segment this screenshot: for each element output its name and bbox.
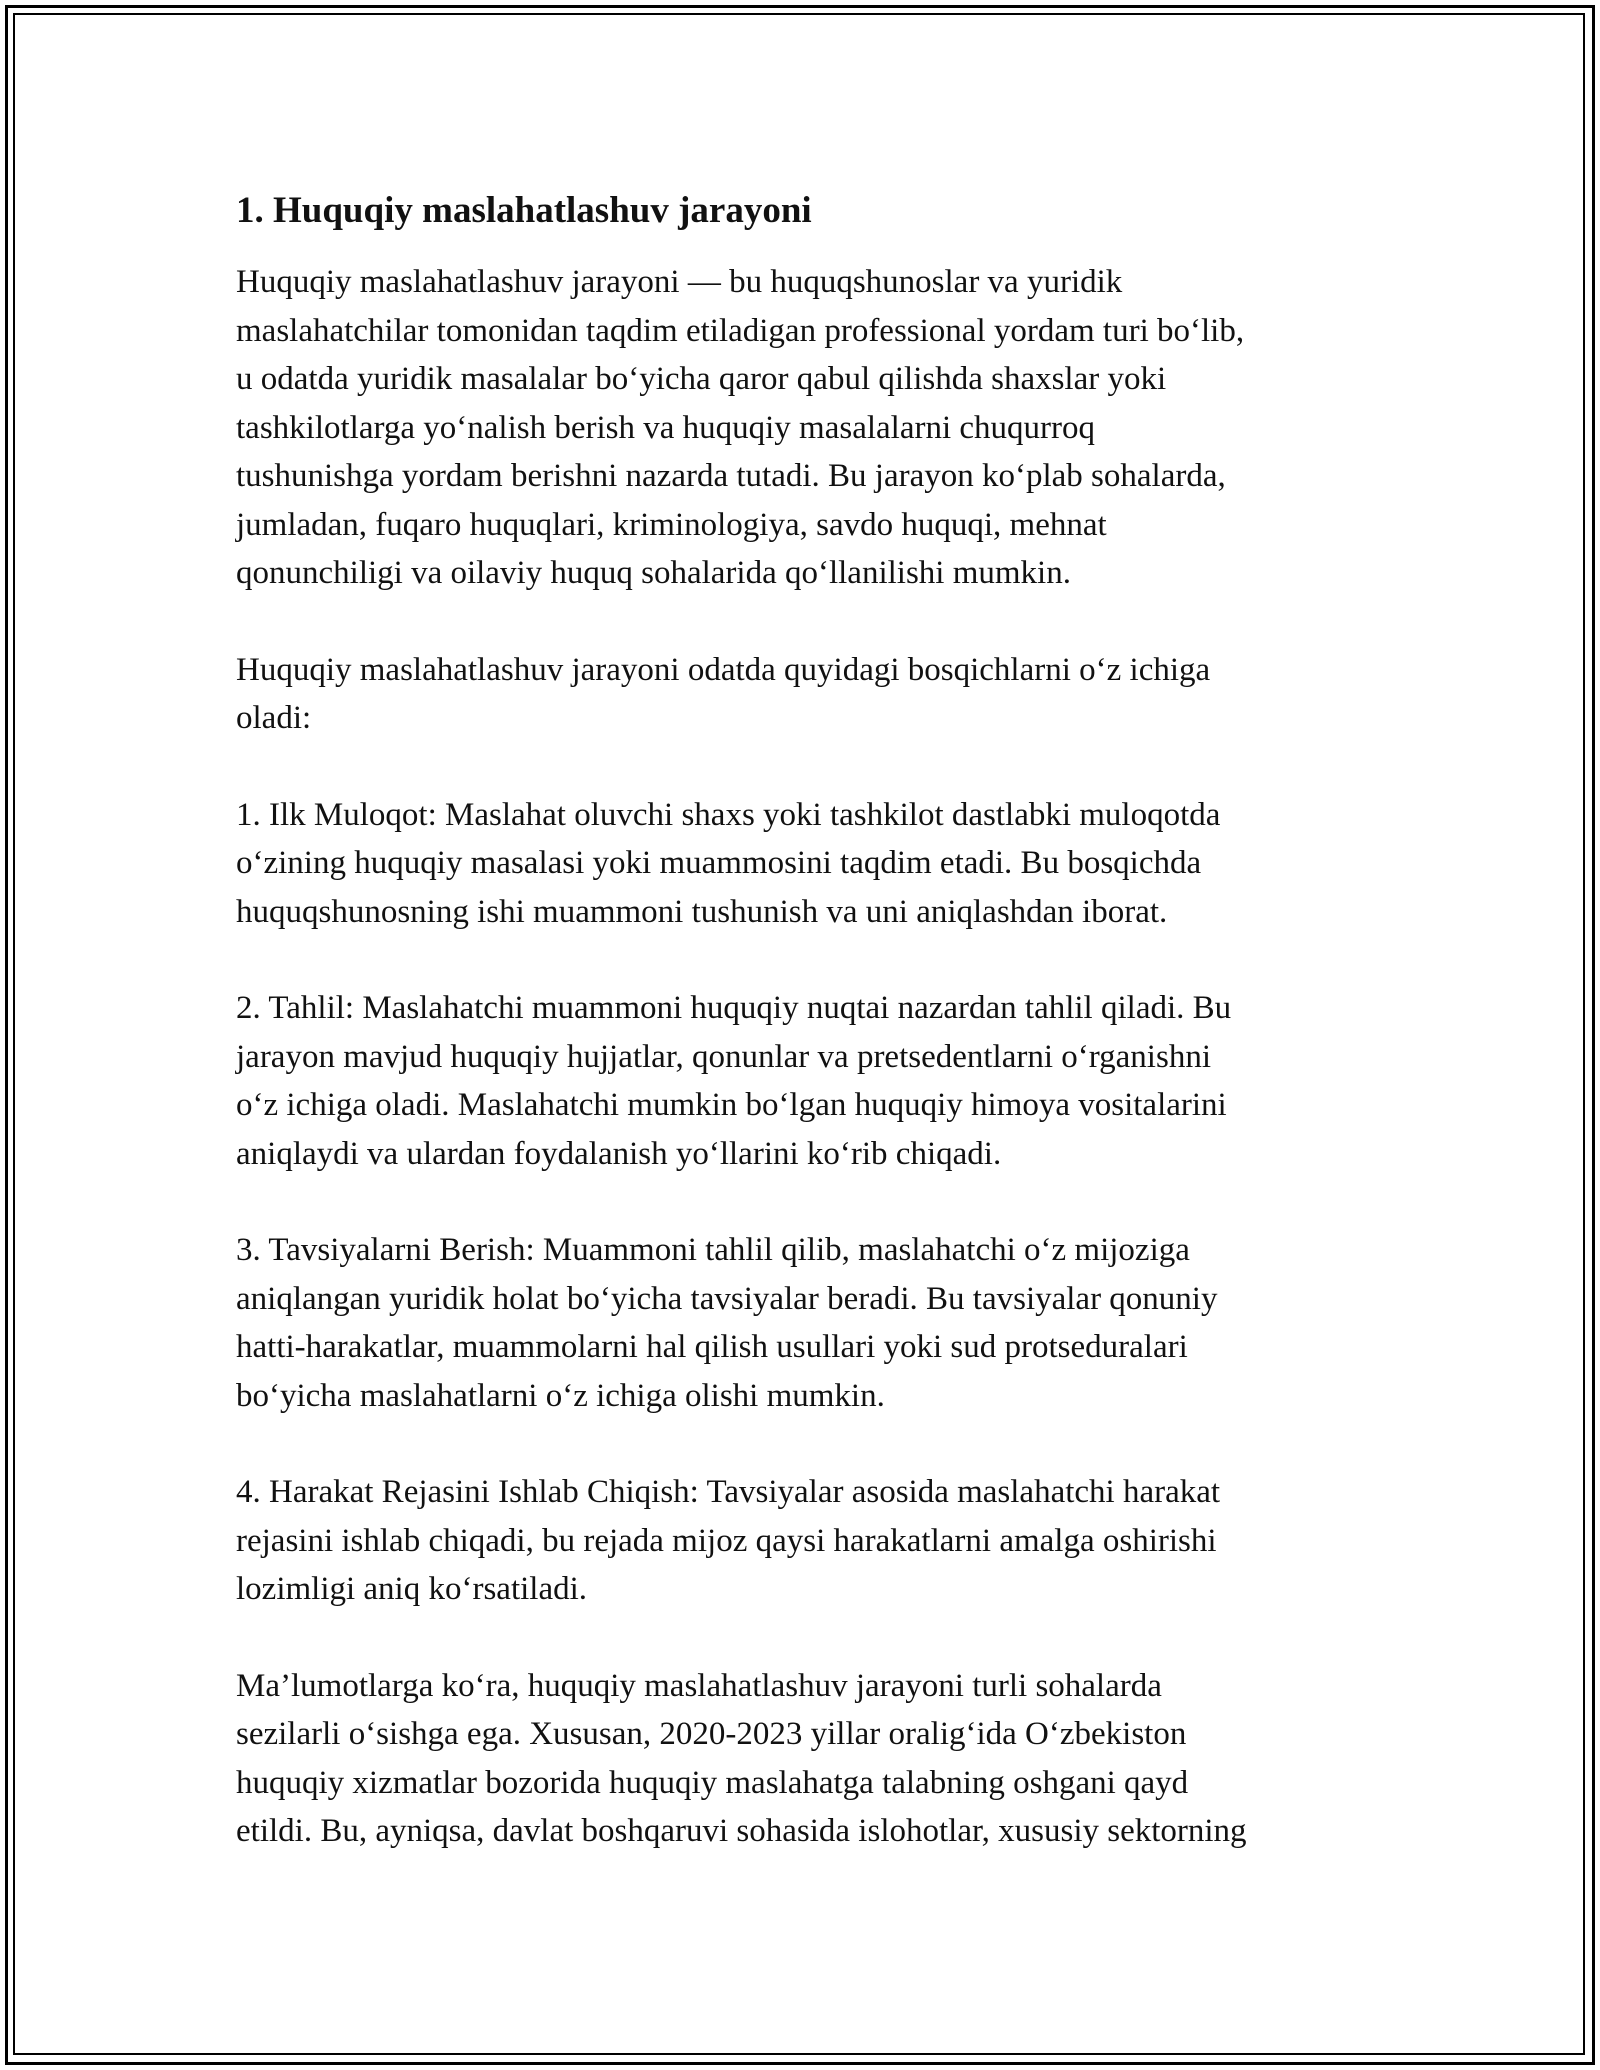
paragraph-stage-4: 4. Harakat Rejasini Ishlab Chiqish: Tavsiyalar asosida maslahatchi harakat rejasini ishlab chiqadi, bu rejada mijoz qaysi harakatlarni amalga oshirishi lozimligi aniq ko‘rsatiladi. (236, 1474, 1221, 1607)
paragraph-statistics: Ma’lumotlarga ko‘ra, huquqiy maslahatlashuv jarayoni turli sohalarda sezilarli o‘sishga ega. Xususan, 2020-2023 yillar oralig‘ida O‘zbekiston huquqiy xizmatlar bozorida huquqiy maslahatga talabning oshgani qayd etildi. Bu, ayniqsa, davlat boshqaruvi sohasida islohotlar, xususiy sektorning (236, 1667, 1247, 1849)
paragraph-intro: Huquqiy maslahatlashuv jarayoni — bu huquqshunoslar va yuridik maslahatchilar tomonidan taqdim etiladigan professional yordam turi bo‘lib, u odatda yuridik masalalar bo‘yicha qaror qabul qilishda shaxslar yoki tashkilotlarga yo‘nalish berish va huquqiy masalalarni chuqurroq tushunishga yordam berishni nazarda tutadi. Bu jarayon ko‘plab sohalarda, jumladan, fuqaro huquqlari, kriminologiya, savdo huquqi, mehnat qonunchiligi va oilaviy huquq sohalarida qo‘llanilishi mumkin. (236, 264, 1245, 591)
paragraph-stage-1: 1. Ilk Muloqot: Maslahat oluvchi shaxs yoki tashkilot dastlabki muloqotda o‘zining huquqiy masalasi yoki muammosini taqdim etadi. Bu bosqichda huquqshunosning ishi muammoni tushunish va uni aniqlashdan iborat. (236, 796, 1221, 930)
paragraph-stage-3: 3. Tavsiyalarni Berish: Muammoni tahlil qilib, maslahatchi o‘z mijoziga aniqlangan yuridik holat bo‘yicha tavsiyalar beradi. Bu tavsiyalar qonuniy hatti-harakatlar, muammolarni hal qilish usullari yoki sud protseduralari bo‘yicha maslahatlarni o‘z ichiga olishi mumkin. (236, 1232, 1218, 1414)
document-body (236, 186, 1386, 1856)
paragraph-stage-2: 2. Tahlil: Maslahatchi muammoni huquqiy nuqtai nazardan tahlil qiladi. Bu jarayon mavjud huquqiy hujjatlar, qonunlar va pretsedentlarni o‘rganishni o‘z ichiga oladi. Maslahatchi mumkin bo‘lgan huquqiy himoya vositalarini aniqlaydi va ulardan foydalanish yo‘llarini ko‘rib chiqadi. (236, 990, 1232, 1172)
paragraph-stages-intro: Huquqiy maslahatlashuv jarayoni odatda quyidagi bosqichlarni o‘z ichiga oladi: (236, 651, 1211, 736)
section-heading: 1. Huquqiy maslahatlashuv jarayoni (236, 190, 812, 231)
